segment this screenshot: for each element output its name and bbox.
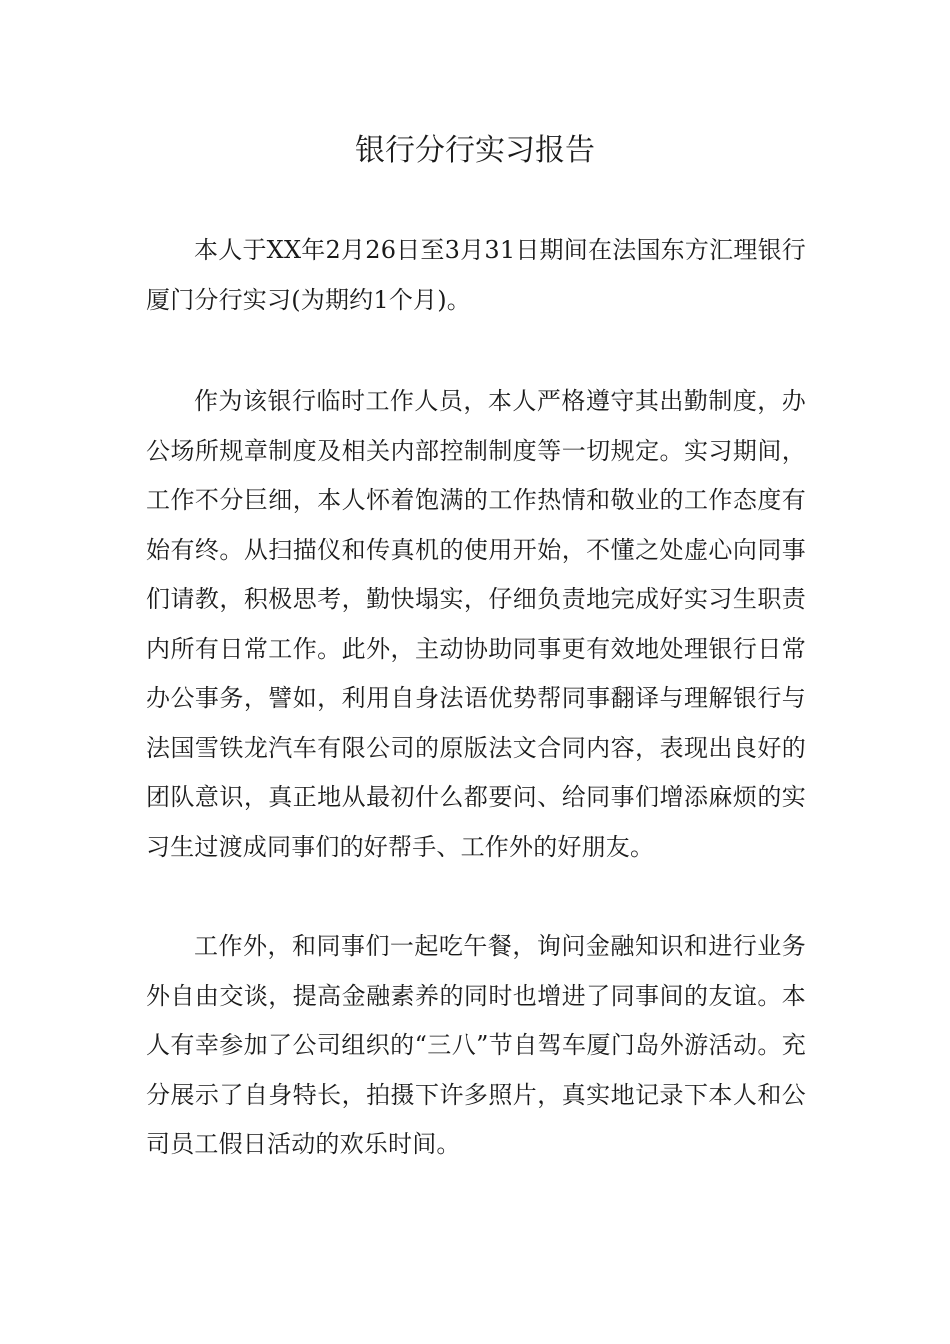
document-title: 银行分行实习报告: [355, 133, 595, 168]
paragraph-internship-period: 本人于XX年2月26日至3月31日期间在法国东方汇理银行厦门分行实习(为期约1个月)。: [146, 236, 806, 314]
paragraph-work-duties: 作为该银行临时工作人员，本人严格遵守其出勤制度，办公场所规章制度及相关内部控制制度等一切规定。实习期间，工作不分巨细，本人怀着饱满的工作热情和敬业的工作态度有始有终。从扫描仪和传真机的使用开始，不懂之处虚心向同事们请教，积极思考，勤快塌实，仔细负责地完成好实习生职责内所有日常工作。此外，主动协助同事更有效地处理银行日常办公事务，譬如，利用自身法语优势帮同事翻译与理解银行与法国雪铁龙汽车有限公司的原版法文合同内容，表现出良好的团队意识，真正地从最初什么都要问、给同事们增添麻烦的实习生过渡成同事们的好帮手、工作外的好朋友。: [146, 387, 806, 861]
paragraph-colleague-activities: 工作外，和同事们一起吃午餐，询问金融知识和进行业务外自由交谈，提高金融素养的同时也增进了同事间的友谊。本人有幸参加了公司组织的“三八”节自驾车厦门岛外游活动。充分展示了自身特长，拍摄下许多照片，真实地记录下本人和公司员工假日活动的欢乐时间。: [146, 932, 806, 1158]
